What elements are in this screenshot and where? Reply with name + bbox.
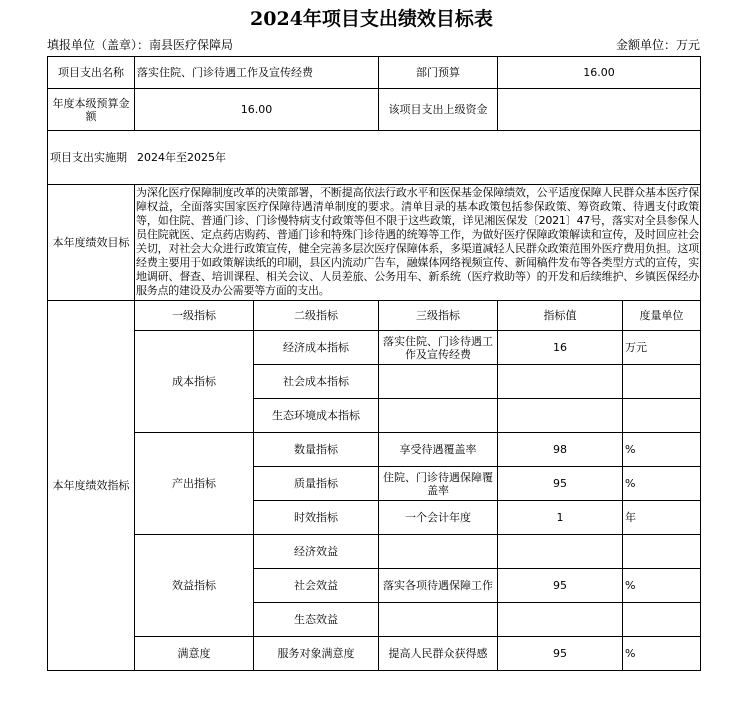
row-level2: 数量指标 xyxy=(294,443,338,456)
row-value: 16 xyxy=(553,341,567,354)
group-satisfaction: 满意度 xyxy=(177,647,211,660)
group-output: 产出指标 xyxy=(172,477,216,490)
group-benefit: 效益指标 xyxy=(172,579,216,592)
row-value: 98 xyxy=(553,443,567,456)
row-unit: % xyxy=(625,579,636,592)
header-unit: 度量单位 xyxy=(639,309,684,322)
row-level3: 住院、门诊待遇保障覆盖率 xyxy=(383,470,493,497)
row-level3 xyxy=(379,535,497,568)
row-level3: 提高人民群众获得感 xyxy=(388,647,488,660)
dept-budget-value: 16.00 xyxy=(583,66,615,79)
row-value xyxy=(498,399,622,432)
group-cost: 成本指标 xyxy=(172,375,216,388)
row-unit: % xyxy=(625,443,636,456)
row-value xyxy=(498,603,622,636)
row-level2: 经济成本指标 xyxy=(283,341,349,354)
row-level3 xyxy=(379,399,497,432)
row-level2: 服务对象满意度 xyxy=(277,647,355,660)
annual-budget-value: 16.00 xyxy=(240,103,273,116)
row-unit xyxy=(623,603,700,636)
row-level3: 享受待遇覆盖率 xyxy=(399,443,477,456)
row-level2: 生态效益 xyxy=(294,613,338,626)
row-value: 95 xyxy=(553,477,567,490)
row-level2: 质量指标 xyxy=(294,477,338,490)
row-level3 xyxy=(379,365,497,398)
row-value xyxy=(498,535,622,568)
indicator-section-label: 本年度绩效指标 xyxy=(52,479,130,492)
annual-budget-label: 年度本级预算金额 xyxy=(52,96,130,123)
period-value: 2024年至2025年 xyxy=(137,151,226,164)
row-level2: 时效指标 xyxy=(294,511,338,524)
header-value: 指标值 xyxy=(543,309,577,322)
row-value: 1 xyxy=(556,511,564,524)
row-level3 xyxy=(379,603,497,636)
currency-unit: 金额单位：万元 xyxy=(615,38,700,52)
project-name-label: 项目支出名称 xyxy=(58,66,124,79)
header-level2: 二级指标 xyxy=(294,309,338,322)
row-unit: 年 xyxy=(625,511,636,524)
page-title: 2024年项目支出绩效目标表 xyxy=(250,8,493,30)
row-level2: 社会成本指标 xyxy=(283,375,349,388)
row-unit xyxy=(623,365,700,398)
row-unit xyxy=(623,399,700,432)
row-level3: 一个会计年度 xyxy=(405,511,471,524)
reporting-unit: 填报单位（盖章）：南县医疗保障局 xyxy=(47,38,234,52)
dept-budget-label: 部门预算 xyxy=(416,66,460,79)
goal-text: 为深化医疗保障制度改革的决策部署，不断提高依法行政水平和医保基金保障绩效，公平适度保障人民群众基本医疗保障权益，全面落实国家医疗保障待遇清单制度的要求。清单目录的基本政策包括参保政策、筹资政策、待遇支付政策等，如住院、普通门诊、门诊慢特病支付政策等但不限于这些政策，详见湘医保发〔2021〕47号，落实对全县参保人员住院就医、定点药店购药、普通门诊和特殊门诊待遇的统筹等工作，为做好医疗保障政策解读和宣传，及时回应社会关切，对社会大众进行政策宣传，健全完善多层次医疗保障体系，多渠道减轻人民群众政策范围外医疗费用负担。这项经费主要用于如政策解读纸的印刷，县区内流动广告车，融媒体网络视频宣传、新闻稿件发布等各类型方式的宣传，实地调研、督查、培训课程、相关会议、人员差旅、公务用车、新系统（医疗救助等）的开发和后续维护、乡镇医保经办服务点的建设及办公需要等方面的支出。 xyxy=(136,186,699,297)
row-unit: % xyxy=(625,477,636,490)
project-name-value: 落实住院、门诊待遇工作及宣传经费 xyxy=(137,66,313,79)
upper-funds-label: 该项目支出上级资金 xyxy=(388,103,488,116)
row-level2: 经济效益 xyxy=(294,545,338,558)
row-value xyxy=(498,365,622,398)
row-unit: 万元 xyxy=(625,341,647,354)
upper-funds-value xyxy=(498,89,700,130)
header-level3: 三级指标 xyxy=(416,309,460,322)
row-level2: 生态环境成本指标 xyxy=(272,409,360,422)
header-level1: 一级指标 xyxy=(172,309,216,322)
row-level3: 落实住院、门诊待遇工作及宣传经费 xyxy=(383,334,493,361)
row-value: 95 xyxy=(553,647,567,660)
row-level3: 落实各项待遇保障工作 xyxy=(383,579,493,592)
row-level2: 社会效益 xyxy=(294,579,338,592)
goal-label: 本年度绩效目标 xyxy=(52,236,130,249)
row-unit: % xyxy=(625,647,636,660)
row-value: 95 xyxy=(553,579,567,592)
period-label: 项目支出实施期 xyxy=(50,151,127,164)
row-unit xyxy=(623,535,700,568)
